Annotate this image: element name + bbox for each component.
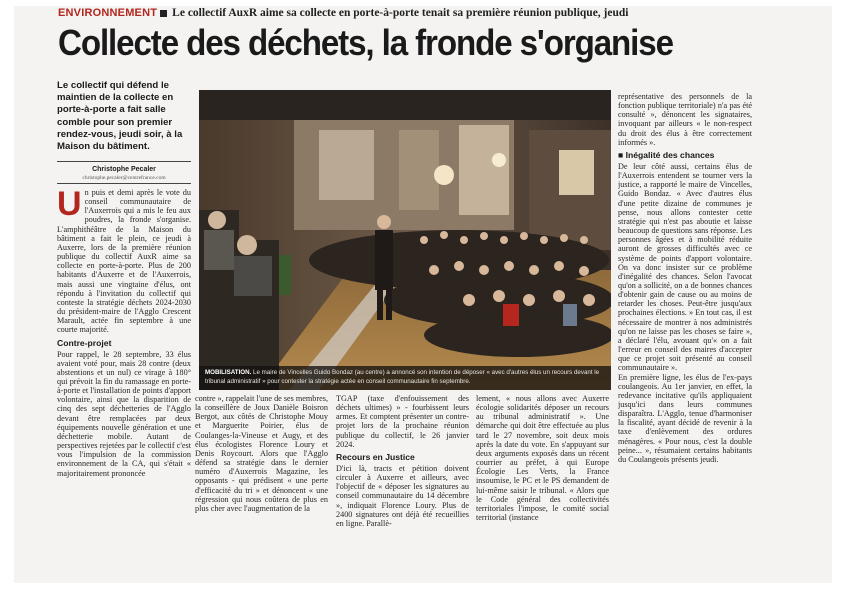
kicker-line: Le collectif AuxR aime sa collecte en porte-à-porte tenait sa première réunion publique, jeudi: [172, 7, 629, 19]
photo-caption: [199, 366, 611, 390]
column-1: [57, 188, 191, 578]
paragraph: contre », rappelait l'une de ses membres, la conseillère de Joux Danièle Boisron Bergot, aux côtés de Christophe Mouy et Marguerite Poirier, élus de Coulanges-la-Vineuse et Augy, et des élus écologistes Florence Loury et Denis Roycourt. Alors que l'Agglo défend sa stratégie dans le dernier numéro d'Auxerrois Magazine, les opposants - qui prédisent « une perte d'efficacité du tri » et dénoncent « une régression qui nous coûtera de plus en plus cher avec l'augmentation de la: [195, 394, 328, 513]
column-2: [195, 394, 328, 578]
paragraph: TGAP (taxe d'enfouissement des déchets ultimes) » - fourbissent leurs armes. Et comptent présenter un contre-projet lors de la prochaine réunion publique du collectif, le 26 janvier 2024.: [336, 394, 469, 449]
drop-cap: U: [57, 188, 82, 223]
paragraph: représentative des personnels de la fonction publique territoriale) n'a pas été consulté », dénoncent les signataires, invoquant par ailleurs « le non-respect du droit des élus à être correctement informés ».: [618, 92, 752, 147]
headline: Collecte des déchets, la fronde s'organise: [58, 22, 673, 63]
divider: [57, 161, 191, 162]
paragraph: De leur côté aussi, certains élus de l'Auxerrois entendent se tourner vers la justice, a rapporté le maire de Vincelles, Guido Bondaz. « Avec d'autres élus d'une petite dizaine de communes je pense, nous allons contester cette stratégie qui n'est pas aboutie et laisse beaucoup de questions sans réponse. Les personnes âgées et à mobilité réduite auront de grosses difficultés avec ce système de points d'apport volontaire. On va donc insister sur ce problème d'inégalité des chances. Selon l'avocat qu'on a sollicité, on a de bonnes chances d'obtenir gain de cause ou au moins de retarder les choses. Peut-être jusqu'aux prochaines élections. » En tout cas, il est nécessaire de montrer à nos administrés qu'on ne laisse pas les choses se faire », a déclaré l'élu, avouant qu'« on a fait l'erreur en conseil des maires d'accepter que ce projet soit présenté au conseil communautaire ». En première ligne, les élus de l'ex-pays coulangeois. Au 1er janvier, en effet, la redevance incitative qu'ils appliquaient jusqu'ici dans leurs communes disparaîtra. L'Agglo, tenue d'harmoniser la fiscalité, ayant décidé de revenir à la taxe d'enlèvement des ordures ménagères. « Pour nous, c'est la double peine... », résumaient certains habitants du Coulangeois présents jeudi.: [618, 161, 752, 464]
article-photo: [199, 90, 611, 390]
divider: [57, 183, 191, 184]
byline-contact: christophe.pecaler@centrefrance.com: [82, 175, 166, 181]
subhead-contre-projet: Contre-projet: [57, 337, 112, 348]
subhead-recours: Recours en Justice: [336, 451, 415, 462]
intro-paragraph: n puis et demi après le vote du conseil communautaire de l'Auxerrois qui a mis le feu aux poudres, la fronde s'organise. L'amphithéâtre de la Maison du bâtiment a fait le plein, ce jeudi à Auxerre, lors de la première réunion publique du collectif AuxR aime sa collecte en porte-à-porte. Plus de 200 habitants d'Auxerre et de l'Auxerrois, mais aussi une vingtaine d'élus, ont répondu à l'invitation du collectif qui conteste la stratégie déchets 2024-2030 du président-maire de l'Agglo Crescent Marault, actée fin septembre à une courte majorité.: [57, 188, 191, 335]
column-5: [618, 92, 752, 578]
section-tag: ENVIRONNEMENT: [58, 7, 158, 19]
caption-label: MOBILISATION.: [205, 369, 252, 376]
square-bullet-icon: [160, 10, 167, 17]
paragraph: Pour rappel, le 28 septembre, 33 élus avaient voté pour, mais 28 contre (deux abstentions et un nul) ce virage à 180° qui prévoit la fin du ramassage en porte-à-porte et l'installation de points d'apport volontaire, ainsi que la disparition de cinq des sept déchetteries de l'Agglo devant être remplacées par deux équipements nouvelle génération et une déchetterie mobile. Autant de perspectives rejetées par le collectif c'est vous l'impulsion de la commission environnement de la CA, qui s'était « majoritairement prononcée: [57, 349, 191, 478]
paragraph: D'ici là, tracts et pétition doivent circuler à Auxerre et ailleurs, avec l'objectif de « déposer les signatures au conseil communautaire du 14 décembre », indiquait Florence Loury. Plus de 2400 signatures ont déjà été recueillies en ligne. Parallè-: [336, 463, 469, 528]
column-3: [336, 394, 469, 578]
standfirst: Le collectif qui défend le maintien de la collecte en porte-à-porte a fait salle comble pour son premier rendez-vous, jeudi soir, à la Maison du bâtiment.: [57, 80, 183, 153]
subhead-text: Inégalité des chances: [625, 149, 715, 160]
caption-text: Le maire de Vincelles Guido Bondaz (au centre) a annoncé son intention de déposer « avec d'autres élus un recours devant le tribunal administratif » pour contester la stratégie actée en conseil communautaire fin septembre.: [205, 369, 600, 385]
byline-author: Christophe Pecaler: [92, 166, 156, 173]
meeting-photo-illustration: [199, 90, 611, 390]
paragraph: lement, « nous allons avec Auxerre écologie solidarités déposer un recours au tribunal administratif ». Une démarche qui doit être effectuée au plus tard le 27 novembre, soit deux mois après la date du vote. En s'appuyant sur deux arguments exposés dans un récent courrier au préfet, à qui Europe Écologie Les Verts, la France insoumise, le PC et le PS demandent de lui-même saisir le tribunal. « Alors que le Code général des collectivités territoriales l'impose, le comité social territorial (instance: [476, 394, 609, 523]
subhead-inegalite: ■ Inégalité des chances: [618, 149, 715, 160]
column-4: [476, 394, 609, 578]
section-rubric: [58, 7, 628, 19]
